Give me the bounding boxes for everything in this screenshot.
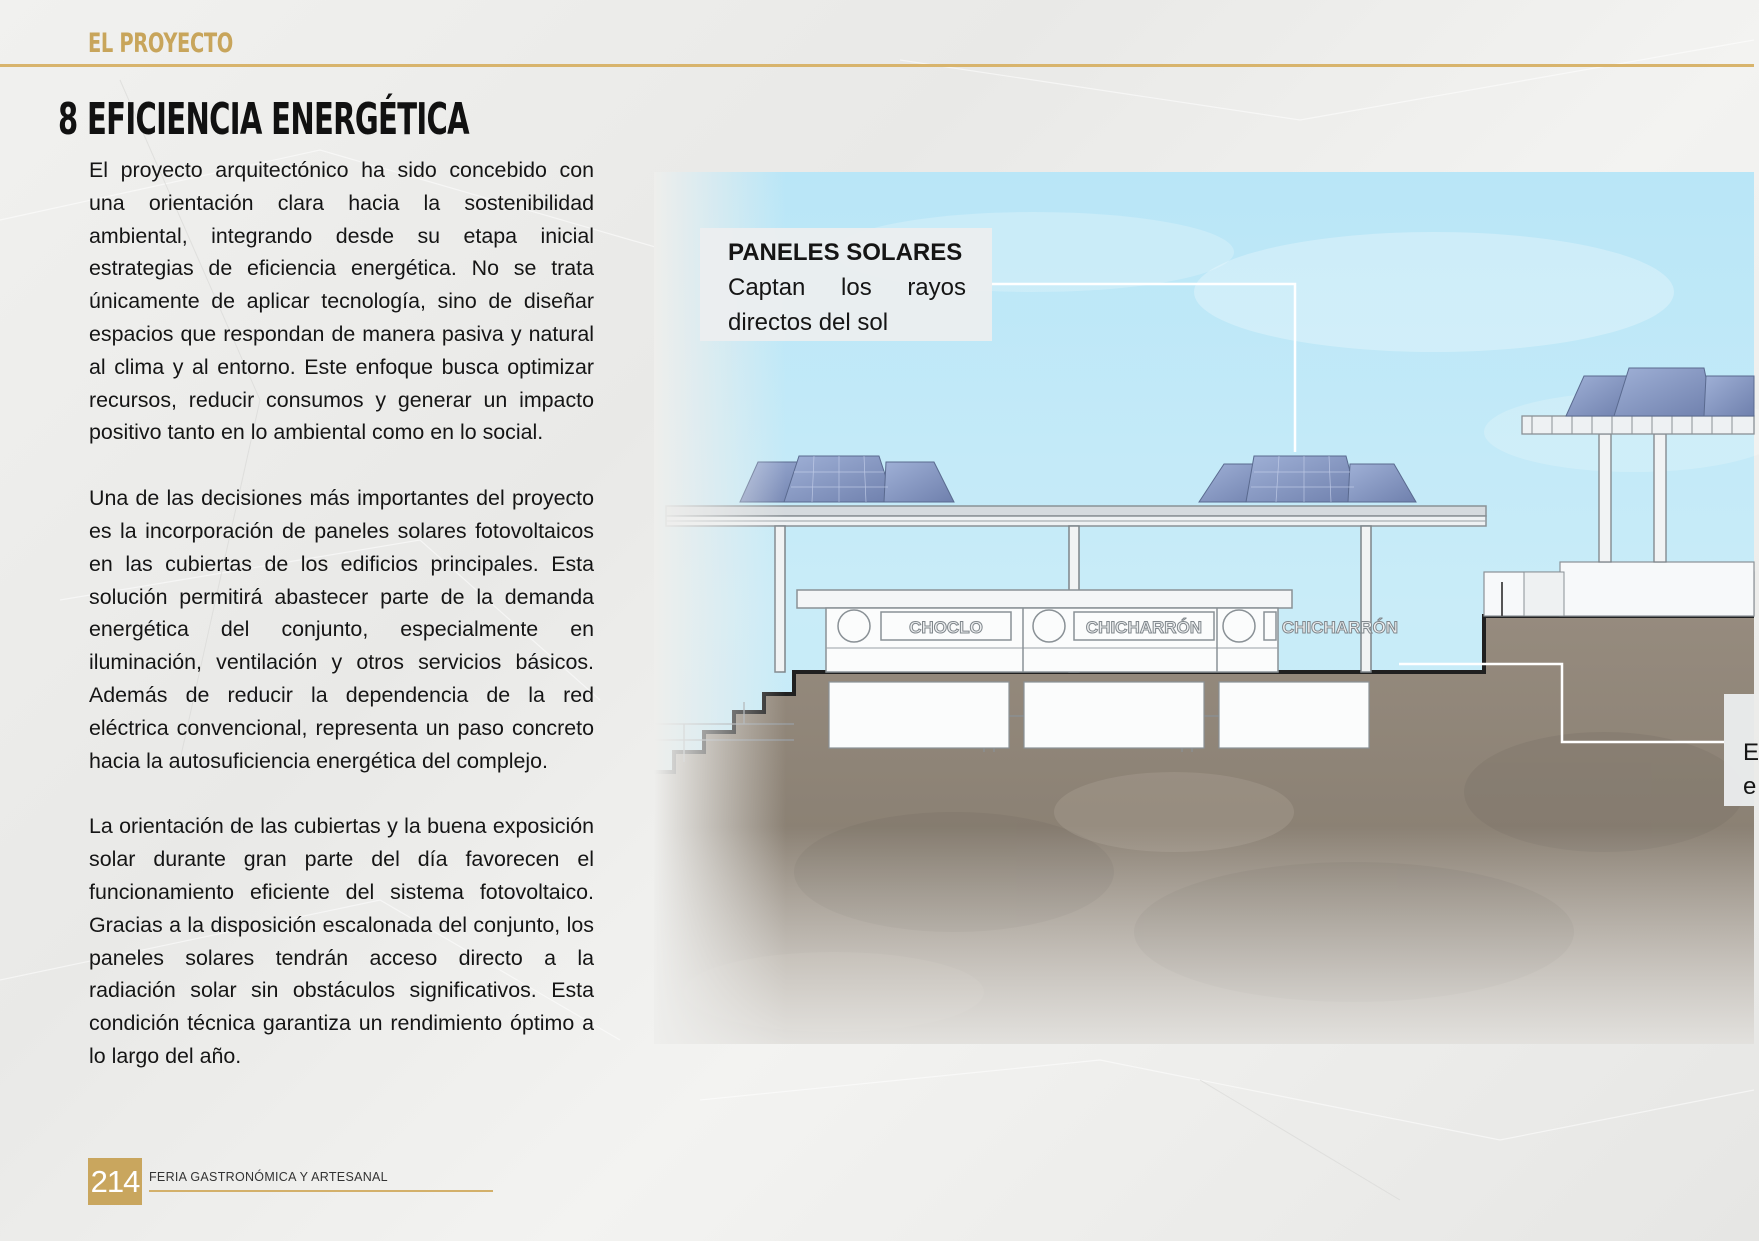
header-rule <box>0 64 1754 67</box>
page-title: 8 EFICIENCIA ENERGÉTICA <box>58 94 469 145</box>
secondary-callout-line-2: e <box>1743 773 1757 800</box>
footer-rule <box>149 1190 493 1192</box>
section-label: EL PROYECTO <box>88 28 233 59</box>
secondary-callout-line-1: E <box>1743 739 1759 766</box>
page-number: 214 <box>88 1158 142 1205</box>
secondary-callout <box>1724 694 1759 806</box>
paragraph-3: La orientación de las cubiertas y la buena exposición solar durante gran parte del día favorecen el funcionamiento eficiente del sistema fotovoltaico. Gracias a la disposición escalonada del conjunto, los paneles solares tendrán acceso directo a la radiación solar sin obstáculos significativos. Esta condición técnica garantiza un rendimiento óptimo a lo largo del año. <box>89 814 594 1068</box>
solar-panels-callout <box>700 228 992 341</box>
paragraph-2: Una de las decisiones más importantes del proyecto es la incorporación de paneles solares fotovoltaicos en las cubiertas de los edificios principales. Esta solución permitirá abastecer parte de la demanda energética del conjunto, especialmente en iluminación, ventilación y otros servicios básicos. Además de reducir la dependencia de la red eléctrica convencional, representa un paso concreto hacia la autosuficiencia energética del complejo. <box>89 486 594 773</box>
callout-description: Captan los rayos directos del sol <box>728 274 966 336</box>
paragraph-1: El proyecto arquitectónico ha sido concebido con una orientación clara hacia la sostenibilidad ambiental, integrando desde su etapa inicial estrategias de eficiencia energética. No se trata únicamente de aplicar tecnología, sino de diseñar espacios que respondan de manera pasiva y natural al clima y al entorno. Este enfoque busca optimizar recursos, reducir consumos y generar un impacto positivo tanto en lo ambiental como en lo social. <box>89 158 594 445</box>
callout-title: PANELES SOLARES <box>728 239 963 266</box>
footer-publication-title: FERIA GASTRONÓMICA Y ARTESANAL <box>149 1170 388 1184</box>
body-text <box>89 154 594 1106</box>
